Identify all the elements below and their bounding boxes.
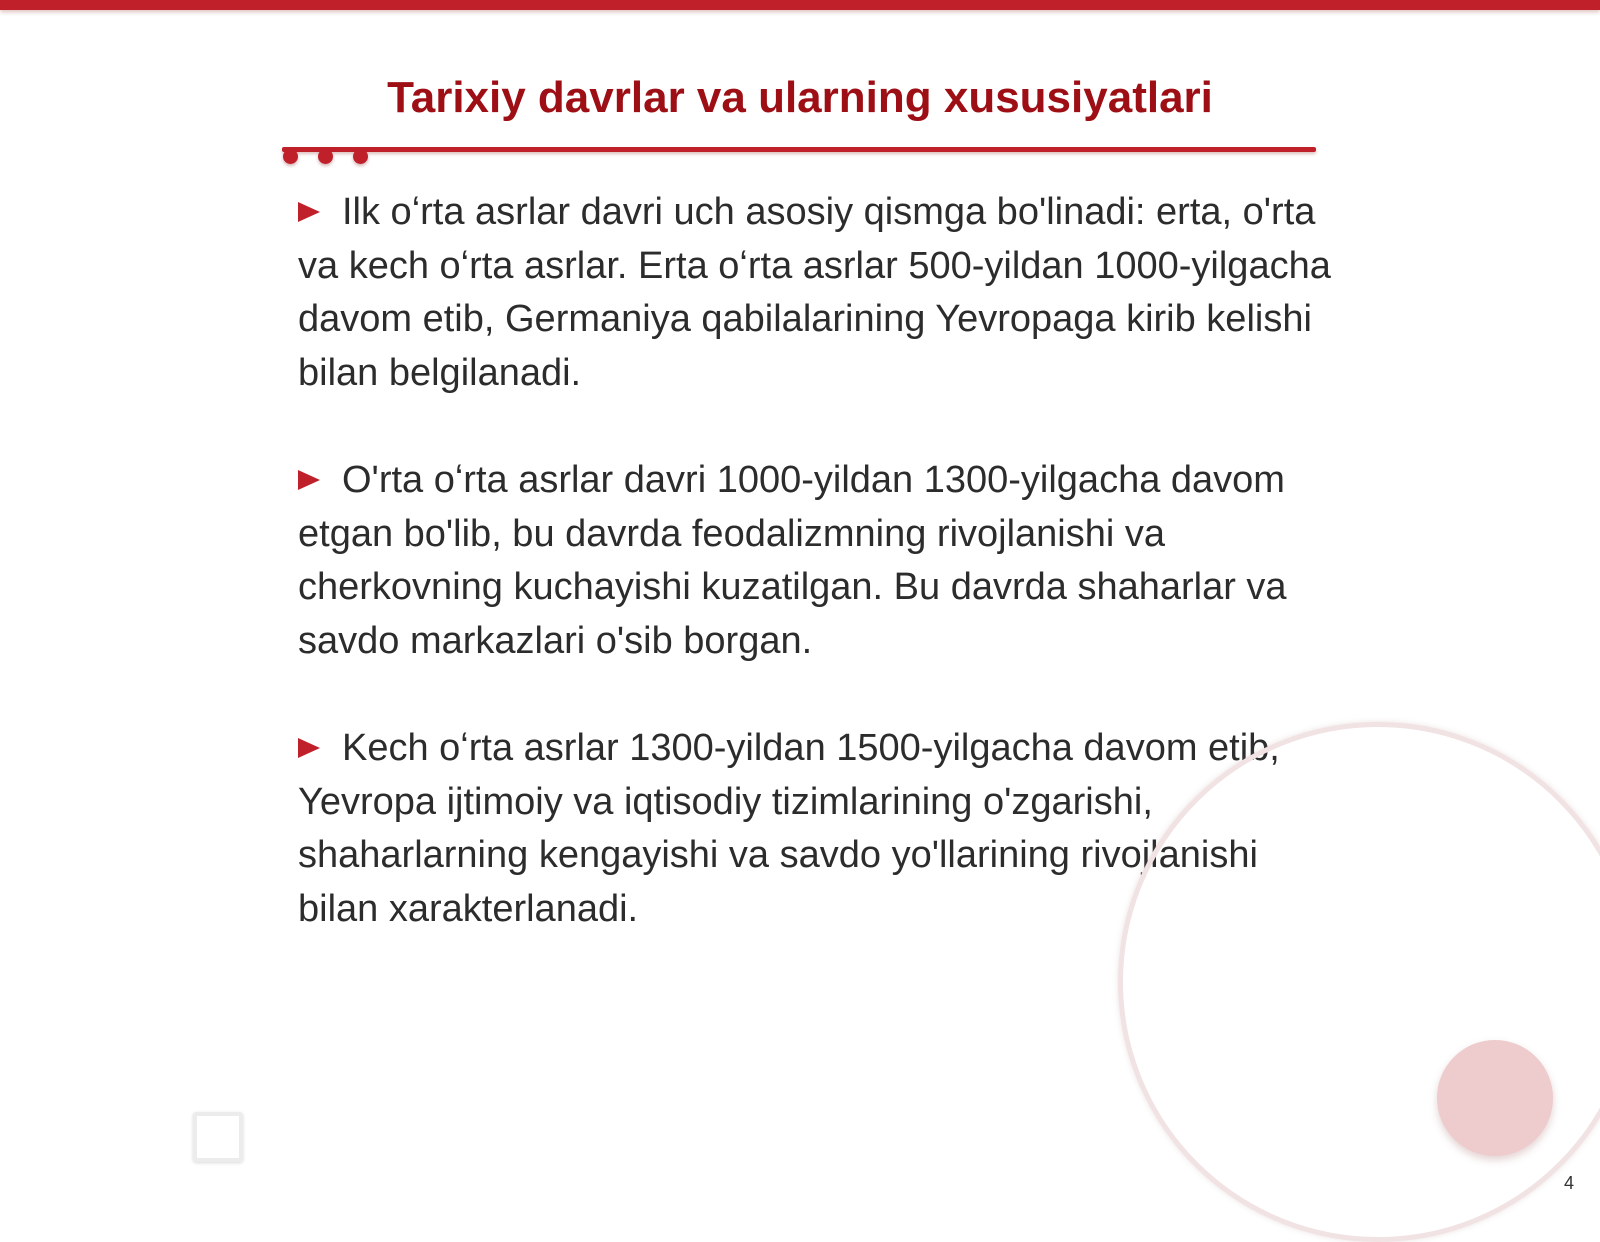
triangle-bullet-icon (298, 738, 320, 758)
page-number: 4 (1563, 1173, 1574, 1193)
bullet-paragraph (298, 454, 1338, 668)
triangle-bullet-icon (298, 202, 320, 222)
bullet-paragraph (298, 186, 1338, 400)
decorative-square (193, 1112, 243, 1162)
decorative-disc (1437, 1040, 1553, 1156)
paragraph-text: Ilk oʻrta asrlar davri uch asosiy qismga bo'linadi: erta, o'rta va kech oʻrta asrlar. Erta oʻrta asrlar 500-yildan 1000-yilgacha davom etib, Germaniya qabilalarining Yevropaga kirib kelishi bilan belgilanadi. (298, 191, 1331, 394)
title-underline (282, 147, 1316, 152)
decorative-dot (318, 149, 333, 164)
slide-title: Tarixiy davrlar va ularning xususiyatlari (387, 73, 1213, 122)
paragraph-text: O'rta oʻrta asrlar davri 1000-yildan 1300-yilgacha davom etgan bo'lib, bu davrda feodalizmning rivojlanishi va cherkovning kuchayishi kuzatilgan. Bu davrda shaharlar va savdo markazlari o'sib borgan. (298, 459, 1287, 662)
decorative-dot (283, 149, 298, 164)
decorative-dot (353, 149, 368, 164)
top-accent-bar (0, 0, 1600, 10)
paragraph-text: Kech oʻrta asrlar 1300-yildan 1500-yilgacha davom etib, Yevropa ijtimoiy va iqtisodiy tizimlarining o'zgarishi, shaharlarning kengayishi va savdo yo'llarining rivojlanishi bilan xarakterlanadi. (298, 727, 1280, 930)
triangle-bullet-icon (298, 470, 320, 490)
